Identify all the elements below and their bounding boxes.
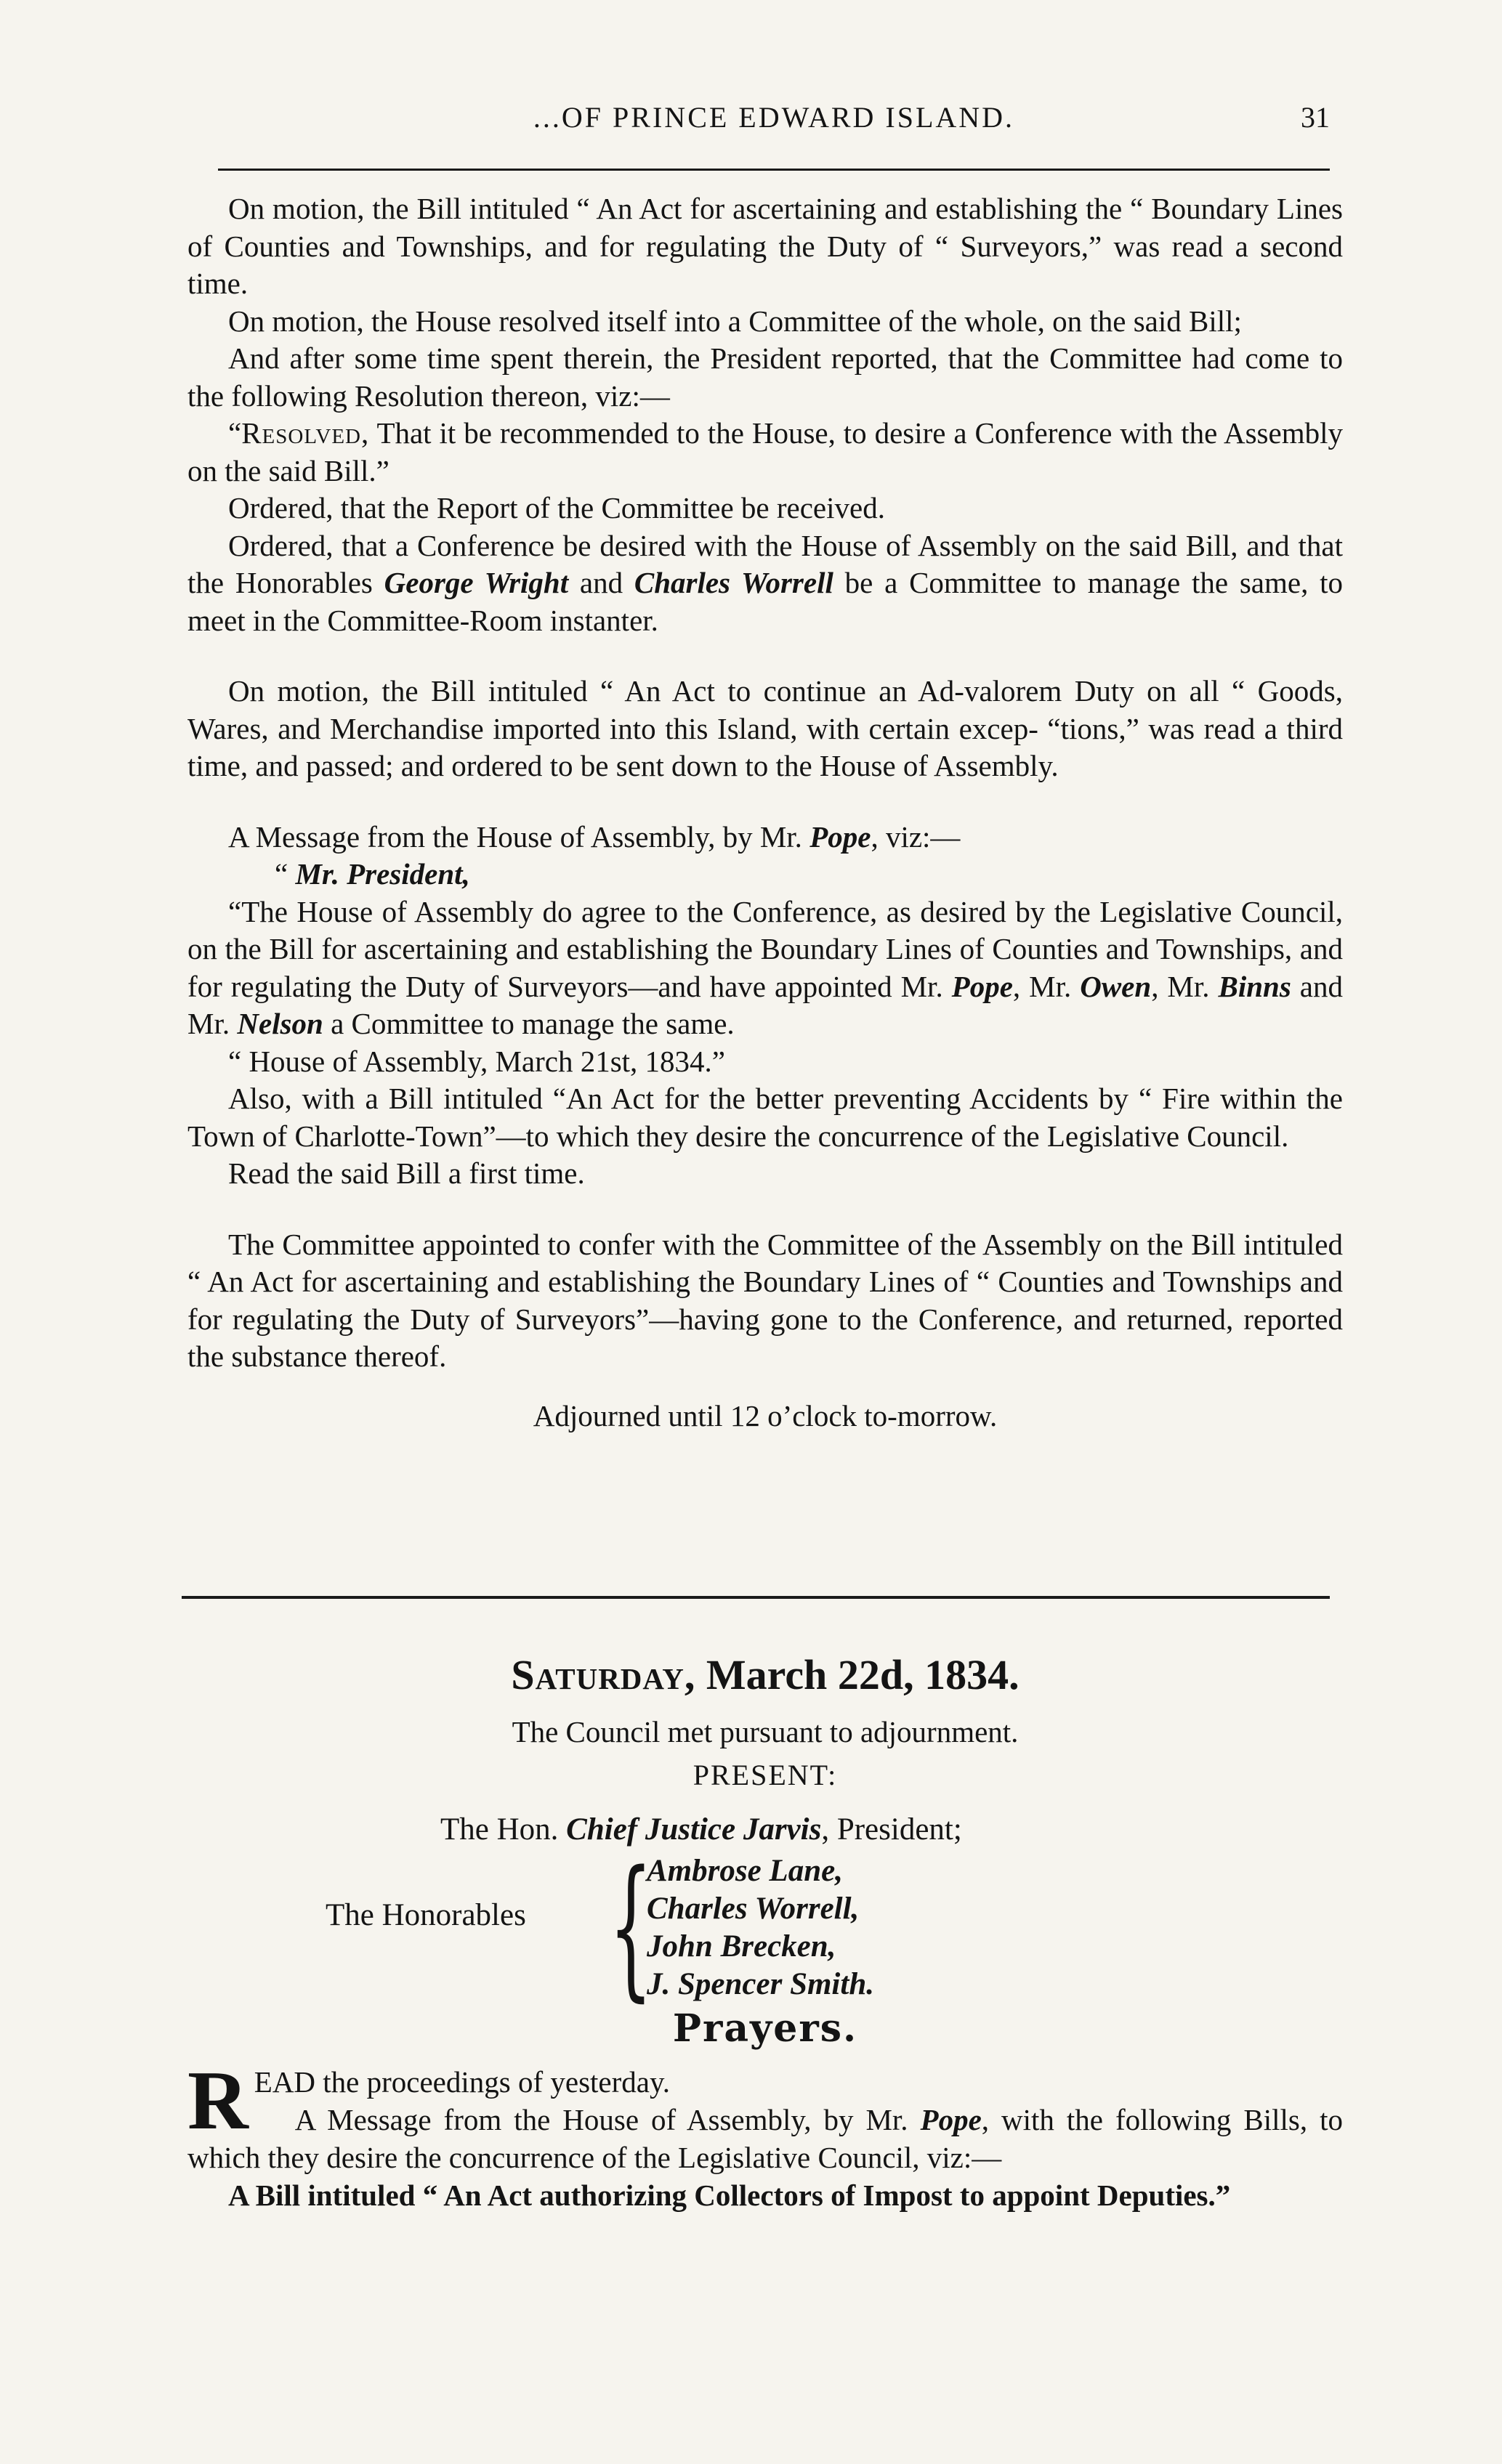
honorables-list [647,1852,874,2003]
council-met-line: The Council met pursuant to adjournment. [512,1715,1019,1748]
honorable-name: John Brecken, [647,1929,836,1963]
paragraph-text: and Mr. [187,969,1343,1040]
day-heading [187,1650,1343,1699]
bill-line: A Bill intituled “ An Act authorizing Collectors of Impost to appoint Deputies.” [228,2179,1231,2212]
paragraph: Ordered, that the Report of the Committee be received. [228,491,885,524]
president-line [440,1812,962,1847]
paragraph-text: a Committee to manage the same. [323,1007,735,1040]
president-name: Chief Justice Jarvis [566,1812,822,1847]
paragraph: “ House of Assembly, March 21st, 1834.” [228,1044,725,1078]
paragraph-text: and [568,566,634,599]
paragraph-text: EAD the proceedings of yesterday. [254,2065,671,2099]
person-name: George Wright [384,566,569,599]
person-name: Binns [1218,969,1291,1003]
paragraph [187,856,1343,893]
paragraph-text: , viz:— [871,819,961,854]
paragraph-text: , Mr. [1012,969,1081,1003]
brace-glyph: { [609,1838,653,2016]
resolved-word: Resolved, [241,416,370,450]
section-rule [182,1596,1330,1599]
paragraph-text: Ordered, that a Conference be desired with the House of Assembly on the said Bill, and that the Honorables [187,528,1343,599]
proceedings-body [187,190,1343,1435]
salutation: Mr. President, [295,857,470,891]
person-name: Charles Worrell [634,566,833,599]
paragraph [187,527,1343,640]
paragraph-text: , with the following Bills, to which they desire the concurrence of the Legislative Council, viz:— [187,2103,1343,2174]
saturday-body [187,2054,1343,2214]
paragraph-text: That it be recommended to the House, to desire a Conference with the Assembly on the said Bill.” [187,416,1343,487]
person-name: Pope [809,819,871,854]
president-prefix: The Hon. [440,1812,567,1847]
drop-cap: R [187,2054,249,2147]
person-name: Pope [920,2103,982,2136]
paragraph-text: A Message from the House of Assembly, by Mr. [294,2103,921,2136]
paragraph-text: be a Committee to manage the same, to meet in the Committee-Room instanter. [187,566,1344,637]
adjournment-line: Adjourned until 12 o’clock to-morrow. [533,1398,998,1432]
day-name: Saturday, [511,1651,696,1698]
prayers-heading: Prayers. [672,2006,858,2051]
paragraph: On motion, the House resolved itself into a Committee of the whole, on the said Bill; [228,304,1242,338]
paragraph: The Committee appointed to confer with the Committee of the Assembly on the Bill intituled “ An Act for ascertaining and establishing the Boundary Lines of “ Counties and Townships and for regulating the Duty of Surveyors”—having gone to the Conference, and returned, reported the substance thereof. [187,1227,1343,1373]
quote-mark: “ [275,857,296,891]
paragraph [187,893,1343,1043]
honorables-label: The Honorables [326,1898,526,1932]
paragraph [187,819,1343,856]
person-name: Owen [1080,969,1152,1003]
paragraph: And after some time spent therein, the President reported, that the Committee had come to the following Resolution thereon, viz:— [187,341,1343,413]
paragraph [187,415,1343,490]
paragraph: On motion, the Bill intituled “ An Act to continue an Ad-valorem Duty on all “ Goods, Wares, and Merchandise imported into this Island, with certain excep- “tions,” was read a third time, and passed; and ordered to be sent down to the House of Assembly. [187,674,1343,782]
day-date: March 22d, 1834. [695,1651,1019,1698]
honorable-name: J. Spencer Smith. [647,1967,874,2001]
paragraph-text: A Message from the House of Assembly, by Mr. [228,819,810,854]
paragraph: On motion, the Bill intituled “ An Act for ascertaining and establishing the “ Boundary Lines of Counties and Townships, and for regulating the Duty of “ Surveyors,” was read a second time. [187,192,1343,300]
honorable-name: Charles Worrell, [647,1892,860,1926]
quote-mark: “ [228,416,242,450]
person-name: Nelson [237,1007,323,1040]
paragraph: Also, with a Bill intituled “An Act for the better preventing Accidents by “ Fire within the Town of Charlotte-Town”—to which they desire the concurrence of the Legislative Council. [187,1082,1343,1153]
paragraph-text: , Mr. [1151,969,1219,1003]
running-title: ...OF PRINCE EDWARD ISLAND. [533,101,1015,134]
paragraph [187,2101,1343,2176]
paragraph: Read the said Bill a first time. [228,1156,585,1190]
running-header [218,100,1330,144]
header-rule [218,169,1330,171]
honorable-name: Ambrose Lane, [647,1854,843,1888]
present-heading: PRESENT: [693,1759,838,1791]
person-name: Pope [951,969,1013,1003]
paragraph-text: “The House of Assembly do agree to the Conference, as desired by the Legislative Council, on the Bill for ascertaining and establishing the Boundary Lines of Counties and Townships, and for regulating the Duty of Surveyors—and have appointed Mr. [187,894,1343,1003]
president-suffix: , President; [821,1812,962,1847]
page-number: 31 [1301,101,1330,134]
